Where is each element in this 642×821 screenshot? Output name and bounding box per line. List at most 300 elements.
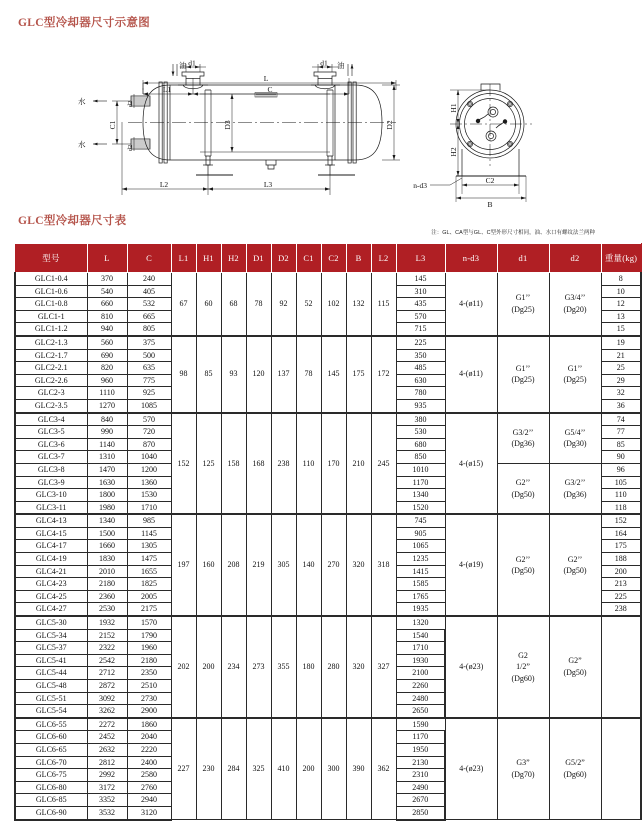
cell-weight <box>601 718 641 820</box>
cell-L3: 1170 <box>396 731 445 744</box>
cell-d1: G2’’ (Dg50) <box>497 514 549 616</box>
diagram-label-oil-right: 油 <box>337 61 345 70</box>
cell-D2: 92 <box>271 273 296 336</box>
cell-L3: 1590 <box>396 718 445 731</box>
cell-L3: 1320 <box>396 616 445 629</box>
diagram-section-title: GLC型冷却器尺寸示意图 <box>18 17 151 29</box>
cell-weight: 77 <box>601 426 641 439</box>
cell-model: GLC6-55 <box>15 718 87 731</box>
cell-d2: G3/4’’ (Dg20) <box>549 273 601 336</box>
cell-D1: 273 <box>246 616 271 718</box>
cell-H1: 160 <box>196 514 221 616</box>
cell-C: 985 <box>127 514 171 527</box>
table-section-title: GLC型冷却器尺寸表 <box>18 215 127 227</box>
cell-L: 2712 <box>87 667 127 680</box>
cell-L3: 935 <box>396 399 445 412</box>
cell-L: 3352 <box>87 794 127 807</box>
cell-n-d3: 4-(ø15) <box>445 413 497 515</box>
cell-L3: 2130 <box>396 756 445 769</box>
cell-model: GLC1-0.8 <box>15 298 87 311</box>
cell-C: 1040 <box>127 451 171 464</box>
cell-H1: 60 <box>196 273 221 336</box>
cell-model: GLC1-1.2 <box>15 323 87 336</box>
table-row <box>15 616 641 629</box>
cell-L3: 1010 <box>396 463 445 476</box>
cell-weight: 25 <box>601 362 641 375</box>
cell-L: 3172 <box>87 781 127 794</box>
cell-model: GLC6-70 <box>15 756 87 769</box>
cell-L: 2992 <box>87 769 127 782</box>
cooler-dimension-diagram <box>0 32 603 210</box>
col-header-l: L <box>87 244 127 273</box>
cell-H2: 158 <box>221 413 246 515</box>
cell-C: 1085 <box>127 399 171 412</box>
cell-C2: 280 <box>321 616 346 718</box>
cell-C: 2400 <box>127 756 171 769</box>
cell-H2: 208 <box>221 514 246 616</box>
cell-C1: 52 <box>296 273 321 336</box>
cell-weight: 200 <box>601 565 641 578</box>
cell-L: 3532 <box>87 806 127 819</box>
cell-d1: G1’’ (Dg25) <box>497 336 549 413</box>
cell-weight: 8 <box>601 273 641 286</box>
cell-d1: G3/2’’ (Dg36) <box>497 413 549 464</box>
col-header-d2: d2 <box>549 244 601 273</box>
cell-C: 1790 <box>127 629 171 642</box>
cell-L3: 680 <box>396 438 445 451</box>
cell-H1: 230 <box>196 718 221 820</box>
col-header-c1: C1 <box>296 244 321 273</box>
cell-H2: 234 <box>221 616 246 718</box>
cell-L3: 1340 <box>396 489 445 502</box>
cell-L: 2452 <box>87 731 127 744</box>
cell-model: GLC4-21 <box>15 565 87 578</box>
diagram-label-L: L <box>263 74 269 83</box>
cell-model: GLC3-9 <box>15 476 87 489</box>
cell-L3: 745 <box>396 514 445 527</box>
dimension-table-wrap <box>14 243 638 821</box>
diagram-label-H2: H2 <box>449 147 458 157</box>
cell-C1: 180 <box>296 616 321 718</box>
diagram-label-d2-bottom: d2 <box>127 144 134 152</box>
cell-L: 820 <box>87 362 127 375</box>
cell-H1: 200 <box>196 616 221 718</box>
cell-L1: 152 <box>171 413 196 515</box>
cell-C: 1360 <box>127 476 171 489</box>
cell-n-d3: 4-(ø23) <box>445 616 497 718</box>
cell-C: 2175 <box>127 603 171 616</box>
cell-D2: 305 <box>271 514 296 616</box>
cell-L3: 570 <box>396 310 445 323</box>
cell-L3: 1765 <box>396 590 445 603</box>
cell-L3: 225 <box>396 336 445 349</box>
cell-D2: 410 <box>271 718 296 820</box>
cell-L: 3092 <box>87 692 127 705</box>
cell-C: 2940 <box>127 794 171 807</box>
cell-model: GLC3-11 <box>15 501 87 514</box>
cell-L: 1340 <box>87 514 127 527</box>
cell-model: GLC2-2.1 <box>15 362 87 375</box>
cell-D1: 219 <box>246 514 271 616</box>
cell-L3: 905 <box>396 527 445 540</box>
cell-C: 775 <box>127 374 171 387</box>
col-header-d1: D1 <box>246 244 271 273</box>
cell-L2: 362 <box>371 718 396 820</box>
cell-B: 175 <box>346 336 371 413</box>
diagram-label-water-bottom: 水 <box>78 140 86 149</box>
cell-L3: 630 <box>396 374 445 387</box>
cell-C: 1960 <box>127 642 171 655</box>
diagram-label-C2: C2 <box>485 176 495 185</box>
cell-weight: 90 <box>601 451 641 464</box>
cell-L: 1800 <box>87 489 127 502</box>
cell-C: 2900 <box>127 705 171 718</box>
diagram-label-C1: C1 <box>108 120 117 130</box>
cell-C: 570 <box>127 413 171 426</box>
cell-model: GLC6-75 <box>15 769 87 782</box>
cell-L3: 850 <box>396 451 445 464</box>
cell-D2: 137 <box>271 336 296 413</box>
col-header-d1: d1 <box>497 244 549 273</box>
cell-d2: G2’’ (Dg50) <box>549 514 601 616</box>
table-note: 注：GL、CA型与GL、C型外形尺寸相同，油、水口有螺纹法兰两种 <box>431 230 595 236</box>
cell-model: GLC3-10 <box>15 489 87 502</box>
table-row <box>15 336 641 349</box>
cell-weight: 152 <box>601 514 641 527</box>
cell-weight: 164 <box>601 527 641 540</box>
cell-H1: 125 <box>196 413 221 515</box>
cell-C1: 78 <box>296 336 321 413</box>
cell-weight: 12 <box>601 298 641 311</box>
cell-weight: 225 <box>601 590 641 603</box>
cell-L: 1500 <box>87 527 127 540</box>
cell-C: 500 <box>127 349 171 362</box>
diagram-svg <box>0 32 603 210</box>
cell-d1: G2’’ (Dg50) <box>497 463 549 514</box>
cell-L: 2272 <box>87 718 127 731</box>
cell-L: 370 <box>87 273 127 286</box>
cell-weight: 188 <box>601 553 641 566</box>
diagram-label-d1-left: d1 <box>188 58 196 68</box>
cell-d2: G2” (Dg50) <box>549 616 601 718</box>
col-header-kg: 重量(kg) <box>601 244 641 273</box>
col-header-d2: D2 <box>271 244 296 273</box>
cell-model: GLC5-30 <box>15 616 87 629</box>
cell-weight: 96 <box>601 463 641 476</box>
cell-L2: 327 <box>371 616 396 718</box>
cell-L2: 115 <box>371 273 396 336</box>
cell-n-d3: 4-(ø11) <box>445 336 497 413</box>
cell-L3: 1065 <box>396 540 445 553</box>
cell-L2: 245 <box>371 413 396 515</box>
table-row <box>15 514 641 527</box>
cell-L3: 2490 <box>396 781 445 794</box>
col-header-l3: L3 <box>396 244 445 273</box>
cell-C: 1570 <box>127 616 171 629</box>
cell-L3: 2260 <box>396 680 445 693</box>
cell-L: 2542 <box>87 654 127 667</box>
cell-L: 1470 <box>87 463 127 476</box>
cell-C2: 270 <box>321 514 346 616</box>
cell-C2: 300 <box>321 718 346 820</box>
cell-model: GLC3-7 <box>15 451 87 464</box>
cell-B: 320 <box>346 514 371 616</box>
cell-model: GLC2-2.6 <box>15 374 87 387</box>
cell-d2: G5/4’’ (Dg30) <box>549 413 601 464</box>
cell-L3: 1930 <box>396 654 445 667</box>
cell-weight: 10 <box>601 285 641 298</box>
cell-L1: 98 <box>171 336 196 413</box>
cell-d2: G1’’ (Dg25) <box>549 336 601 413</box>
cell-C: 2005 <box>127 590 171 603</box>
cell-D2: 355 <box>271 616 296 718</box>
cell-C: 3120 <box>127 806 171 819</box>
cell-L: 690 <box>87 349 127 362</box>
cell-L3: 2310 <box>396 769 445 782</box>
cell-C: 405 <box>127 285 171 298</box>
cell-model: GLC4-17 <box>15 540 87 553</box>
cell-n-d3: 4-(ø23) <box>445 718 497 820</box>
cell-model: GLC4-19 <box>15 553 87 566</box>
cell-model: GLC2-1.7 <box>15 349 87 362</box>
cell-model: GLC5-34 <box>15 629 87 642</box>
cell-model: GLC1-0.6 <box>15 285 87 298</box>
cell-C: 1305 <box>127 540 171 553</box>
cell-L3: 1935 <box>396 603 445 616</box>
cell-D1: 78 <box>246 273 271 336</box>
cell-model: GLC5-44 <box>15 667 87 680</box>
cell-model: GLC3-4 <box>15 413 87 426</box>
table-row <box>15 273 641 286</box>
cell-C1: 200 <box>296 718 321 820</box>
cell-H2: 68 <box>221 273 246 336</box>
cell-B: 210 <box>346 413 371 515</box>
cell-C: 2580 <box>127 769 171 782</box>
cell-d2: G3/2’’ (Dg36) <box>549 463 601 514</box>
cell-L: 540 <box>87 285 127 298</box>
cell-H2: 93 <box>221 336 246 413</box>
cell-C: 2730 <box>127 692 171 705</box>
cell-C: 1200 <box>127 463 171 476</box>
cell-L3: 2100 <box>396 667 445 680</box>
cell-L3: 1235 <box>396 553 445 566</box>
cell-C: 2180 <box>127 654 171 667</box>
cell-C: 805 <box>127 323 171 336</box>
cell-weight: 13 <box>601 310 641 323</box>
cell-d1: G1’’ (Dg25) <box>497 273 549 336</box>
cell-L3: 310 <box>396 285 445 298</box>
diagram-label-d1-right: d1 <box>320 58 328 68</box>
cell-L3: 2670 <box>396 794 445 807</box>
cell-L: 2632 <box>87 743 127 756</box>
cell-L3: 1585 <box>396 578 445 591</box>
cell-C: 1475 <box>127 553 171 566</box>
cell-L: 2010 <box>87 565 127 578</box>
table-row <box>15 413 641 426</box>
cell-model: GLC6-60 <box>15 731 87 744</box>
cell-C: 1145 <box>127 527 171 540</box>
cell-L3: 1950 <box>396 743 445 756</box>
cell-d2: G5/2” (Dg60) <box>549 718 601 820</box>
cell-L3: 485 <box>396 362 445 375</box>
cell-L: 1270 <box>87 399 127 412</box>
cell-L: 1110 <box>87 387 127 400</box>
diagram-label-L3: L3 <box>263 180 273 189</box>
cell-L3: 1540 <box>396 629 445 642</box>
cell-C: 532 <box>127 298 171 311</box>
table-header <box>15 244 641 273</box>
col-header-l2: L2 <box>371 244 396 273</box>
cell-C: 2040 <box>127 731 171 744</box>
cell-L: 1830 <box>87 553 127 566</box>
cell-model: GLC3-5 <box>15 426 87 439</box>
cell-L3: 1710 <box>396 642 445 655</box>
cell-L3: 1520 <box>396 501 445 514</box>
cell-model: GLC2-1.3 <box>15 336 87 349</box>
cell-weight: 29 <box>601 374 641 387</box>
cell-C2: 102 <box>321 273 346 336</box>
cell-weight: 213 <box>601 578 641 591</box>
cell-n-d3: 4-(ø19) <box>445 514 497 616</box>
cell-C: 1530 <box>127 489 171 502</box>
table-header-row <box>15 244 641 273</box>
col-header-: 型号 <box>15 244 87 273</box>
cell-L2: 318 <box>371 514 396 616</box>
cell-C: 665 <box>127 310 171 323</box>
cell-L: 960 <box>87 374 127 387</box>
cell-weight: 238 <box>601 603 641 616</box>
cell-L: 2360 <box>87 590 127 603</box>
cell-model: GLC1-0.4 <box>15 273 87 286</box>
cell-L: 810 <box>87 310 127 323</box>
cell-L3: 530 <box>396 426 445 439</box>
cell-model: GLC5-51 <box>15 692 87 705</box>
cell-L: 3262 <box>87 705 127 718</box>
col-header-c: C <box>127 244 171 273</box>
col-header-h1: H1 <box>196 244 221 273</box>
cell-L3: 350 <box>396 349 445 362</box>
cell-C: 1825 <box>127 578 171 591</box>
cell-L1: 67 <box>171 273 196 336</box>
cell-weight: 15 <box>601 323 641 336</box>
diagram-label-L2: L2 <box>159 180 169 189</box>
diagram-label-L1: L1 <box>162 85 172 94</box>
cell-weight: 19 <box>601 336 641 349</box>
cell-model: GLC2-3.5 <box>15 399 87 412</box>
cell-C: 1655 <box>127 565 171 578</box>
cell-L3: 380 <box>396 413 445 426</box>
cell-model: GLC4-15 <box>15 527 87 540</box>
diagram-label-D3: D3 <box>223 120 232 130</box>
cell-weight: 21 <box>601 349 641 362</box>
dimension-table <box>14 243 642 821</box>
cell-L: 2180 <box>87 578 127 591</box>
col-header-l1: L1 <box>171 244 196 273</box>
cell-model: GLC5-41 <box>15 654 87 667</box>
cell-L1: 227 <box>171 718 196 820</box>
diagram-label-C: C <box>267 85 273 94</box>
cell-model: GLC5-48 <box>15 680 87 693</box>
cell-L2: 172 <box>371 336 396 413</box>
cell-d1: G3” (Dg70) <box>497 718 549 820</box>
cell-L3: 435 <box>396 298 445 311</box>
cell-L3: 715 <box>396 323 445 336</box>
diagram-label-B: B <box>487 200 493 209</box>
cell-C1: 140 <box>296 514 321 616</box>
cell-L: 1140 <box>87 438 127 451</box>
cell-model: GLC6-85 <box>15 794 87 807</box>
cell-L: 840 <box>87 413 127 426</box>
cell-weight: 110 <box>601 489 641 502</box>
cell-C: 240 <box>127 273 171 286</box>
cell-D2: 238 <box>271 413 296 515</box>
cell-L3: 2650 <box>396 705 445 718</box>
cell-L: 2872 <box>87 680 127 693</box>
cell-n-d3: 4-(ø11) <box>445 273 497 336</box>
cell-L: 2322 <box>87 642 127 655</box>
cell-C: 2350 <box>127 667 171 680</box>
table-row <box>15 718 641 731</box>
cell-L1: 197 <box>171 514 196 616</box>
cell-D1: 120 <box>246 336 271 413</box>
cell-model: GLC4-25 <box>15 590 87 603</box>
cell-d1: G2 1/2” (Dg60) <box>497 616 549 718</box>
diagram-label-d2-top: d2 <box>127 100 134 108</box>
cell-C: 2220 <box>127 743 171 756</box>
cell-weight: 118 <box>601 501 641 514</box>
cell-L3: 2850 <box>396 806 445 819</box>
cell-model: GLC4-23 <box>15 578 87 591</box>
cell-weight: 175 <box>601 540 641 553</box>
table-body <box>15 273 641 820</box>
cell-model: GLC2-3 <box>15 387 87 400</box>
cell-weight: 85 <box>601 438 641 451</box>
cell-L: 1310 <box>87 451 127 464</box>
cell-L: 1932 <box>87 616 127 629</box>
cell-L: 2530 <box>87 603 127 616</box>
cell-model: GLC6-65 <box>15 743 87 756</box>
cell-B: 390 <box>346 718 371 820</box>
cell-model: GLC1-1 <box>15 310 87 323</box>
cell-C: 375 <box>127 336 171 349</box>
cell-weight: 74 <box>601 413 641 426</box>
cell-B: 132 <box>346 273 371 336</box>
cell-L: 560 <box>87 336 127 349</box>
cell-L: 660 <box>87 298 127 311</box>
cell-L: 1980 <box>87 501 127 514</box>
cell-C: 2510 <box>127 680 171 693</box>
cell-weight <box>601 616 641 718</box>
diagram-label-water-top: 水 <box>78 97 86 106</box>
cell-L: 2152 <box>87 629 127 642</box>
cell-L1: 202 <box>171 616 196 718</box>
cell-L: 2812 <box>87 756 127 769</box>
cell-C2: 170 <box>321 413 346 515</box>
diagram-label-oil-left: 油 <box>179 61 187 70</box>
col-header-n-d3: n-d3 <box>445 244 497 273</box>
cell-L: 1660 <box>87 540 127 553</box>
diagram-label-n-d3: n-d3 <box>413 181 427 190</box>
cell-B: 320 <box>346 616 371 718</box>
cell-model: GLC4-13 <box>15 514 87 527</box>
cell-L3: 1170 <box>396 476 445 489</box>
cell-C: 1860 <box>127 718 171 731</box>
diagram-label-H1: H1 <box>449 103 458 113</box>
cell-L3: 780 <box>396 387 445 400</box>
cell-model: GLC5-37 <box>15 642 87 655</box>
cell-D1: 168 <box>246 413 271 515</box>
cell-L3: 1415 <box>396 565 445 578</box>
